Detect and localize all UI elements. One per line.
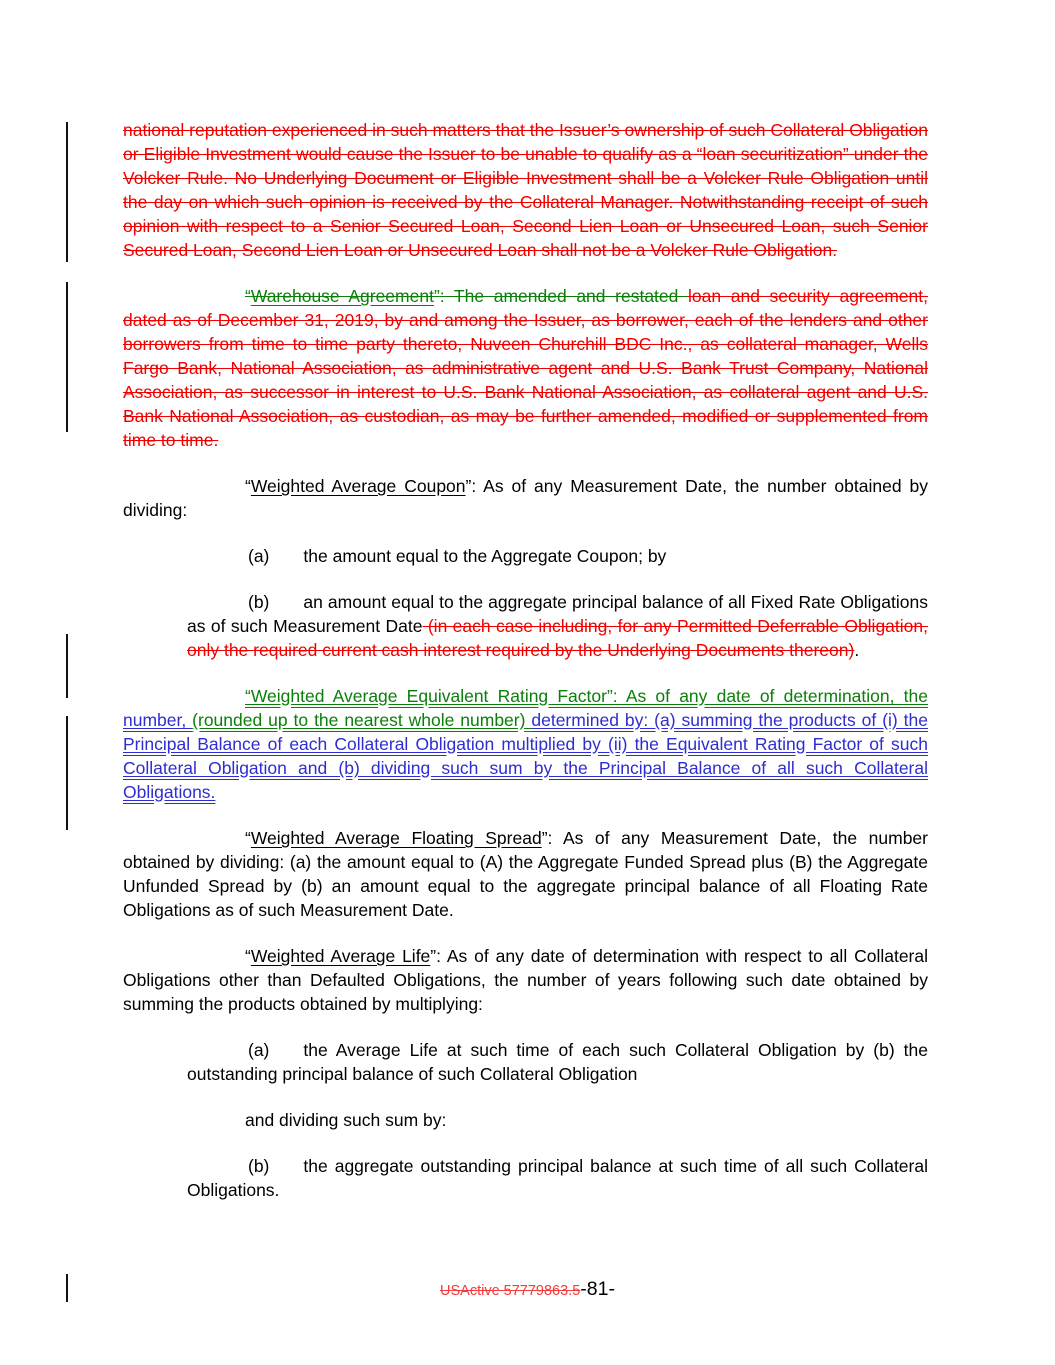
quote: “ [245, 828, 251, 848]
body-text: an amount equal to the aggregate principal balance of all Fixed Rate Obligations as of such Measurement Date [187, 592, 928, 636]
inserted-text-blue: number, [123, 710, 193, 730]
list-item-b-life [187, 1154, 928, 1202]
body-text: : As of any Measurement Date, the number obtained by dividing: (a) the amount equal to (A) the Aggregate Funded Spread plus (B) the Aggregate Unfunded Spread by (b) an amount equal to the aggregate principal balance of all Floating Rate Obligations as of such Measurement Date. [123, 828, 928, 920]
body-text: and dividing such sum by: [245, 1110, 447, 1130]
list-item-b-coupon [187, 590, 928, 662]
para-weighted-average-equivalent-rating-factor [123, 684, 928, 804]
deleted-text: national reputation experienced in such matters that the Issuer’s ownership of such Collateral Obligation or Eligible Investment would cause the Issuer to be unable to qualify as a “loan securitization” under the Volcker Rule. No Underlying Document or Eligible Investment shall be a Volcker Rule Obligation until the day on which such opinion is received by the Collateral Manager. Notwithstanding receipt of such opinion with respect to a Senior Secured Loan, Second Lien Loan or Unsecured Loan, such Senior Secured Loan, Second Lien Loan or Unsecured Loan shall not be a Volcker Rule Obligation. [123, 120, 928, 260]
change-bar [66, 282, 68, 432]
quote: ” [541, 828, 548, 848]
list-item-a-coupon [187, 544, 928, 568]
list-item-a-life [187, 1038, 928, 1086]
para-warehouse-agreement [123, 284, 928, 452]
defined-term: Weighted Average Coupon [250, 476, 466, 496]
document-body [123, 118, 928, 1224]
item-label: (a) [248, 1040, 270, 1060]
para-volcker-deleted [123, 118, 928, 262]
defined-term: Weighted Average Life [250, 946, 431, 966]
body-text: : As of any date of determination with respect to all Collateral Obligations other than Defaulted Obligations, the number of years following such date obtained by summing the products obtained by multiplying: [123, 946, 928, 1014]
page-number: -81- [580, 1278, 615, 1300]
para-weighted-average-life [123, 944, 928, 1016]
item-label: (b) [248, 1156, 270, 1176]
body-text: the amount equal to the Aggregate Coupon; by [303, 546, 667, 566]
inserted-text-blue: determined by: (a) summing the products of (i) the Principal Balance of each Collateral Obligation multiplied by (ii) the Equivalent Rating Factor of such Collateral Obligation and (b) dividing such sum by the Principal Balance of all such Collateral Obligations. [123, 710, 928, 802]
change-bar [66, 634, 68, 698]
deleted-text: loan and security agreement, dated as of December 31, 2019, by and among the Issuer, as borrower, each of the lenders and other borrowers from time to time party thereto, Nuveen Churchill BDC Inc., as collateral manager, Wells Fargo Bank, National Association, as administrative agent and U.S. Bank Trust Company, National Association, as successor in interest to U.S. Bank National Association, as collateral agent and U.S. Bank National Association, as custodian, as may be further amended, modified or supplemented from time to time. [123, 286, 928, 450]
para-connector [123, 1108, 928, 1132]
body-text: the Average Life at such time of each such Collateral Obligation by (b) the outstanding principal balance of such Collateral Obligation [187, 1040, 928, 1084]
item-label: (b) [248, 592, 270, 612]
inserted-text-green: “Weighted Average Equivalent Rating Factor”: As of any date of determination, the [245, 686, 928, 706]
body-text: . [854, 640, 860, 660]
deleted-text: (in each case including, for any Permitted Deferrable Obligation, only the required current cash interest required by the Underlying Documents thereon) [187, 616, 928, 660]
body-text: : As of any Measurement Date, the number obtained by dividing: [123, 476, 928, 520]
quote: ” [430, 946, 437, 966]
quote: “ [245, 476, 251, 496]
quote: “ [245, 946, 251, 966]
document-id-deleted: USActive 57779863.5 [440, 1283, 581, 1299]
change-bar [66, 122, 68, 262]
inserted-text-green: (rounded up to the nearest whole number) [192, 710, 532, 730]
quote: ” [465, 476, 472, 496]
para-weighted-average-floating-spread [123, 826, 928, 922]
defined-term: Warehouse Agreement [250, 286, 434, 306]
para-weighted-average-coupon [123, 474, 928, 522]
deleted-inserted-term-segment: “Warehouse Agreement”: The amended and restated [245, 286, 689, 306]
defined-term: Weighted Average Floating Spread [250, 828, 542, 848]
page-footer [0, 1278, 1055, 1301]
body-text: the aggregate outstanding principal balance at such time of all such Collateral Obligations. [187, 1156, 928, 1200]
change-bar [66, 716, 68, 830]
item-label: (a) [248, 546, 270, 566]
